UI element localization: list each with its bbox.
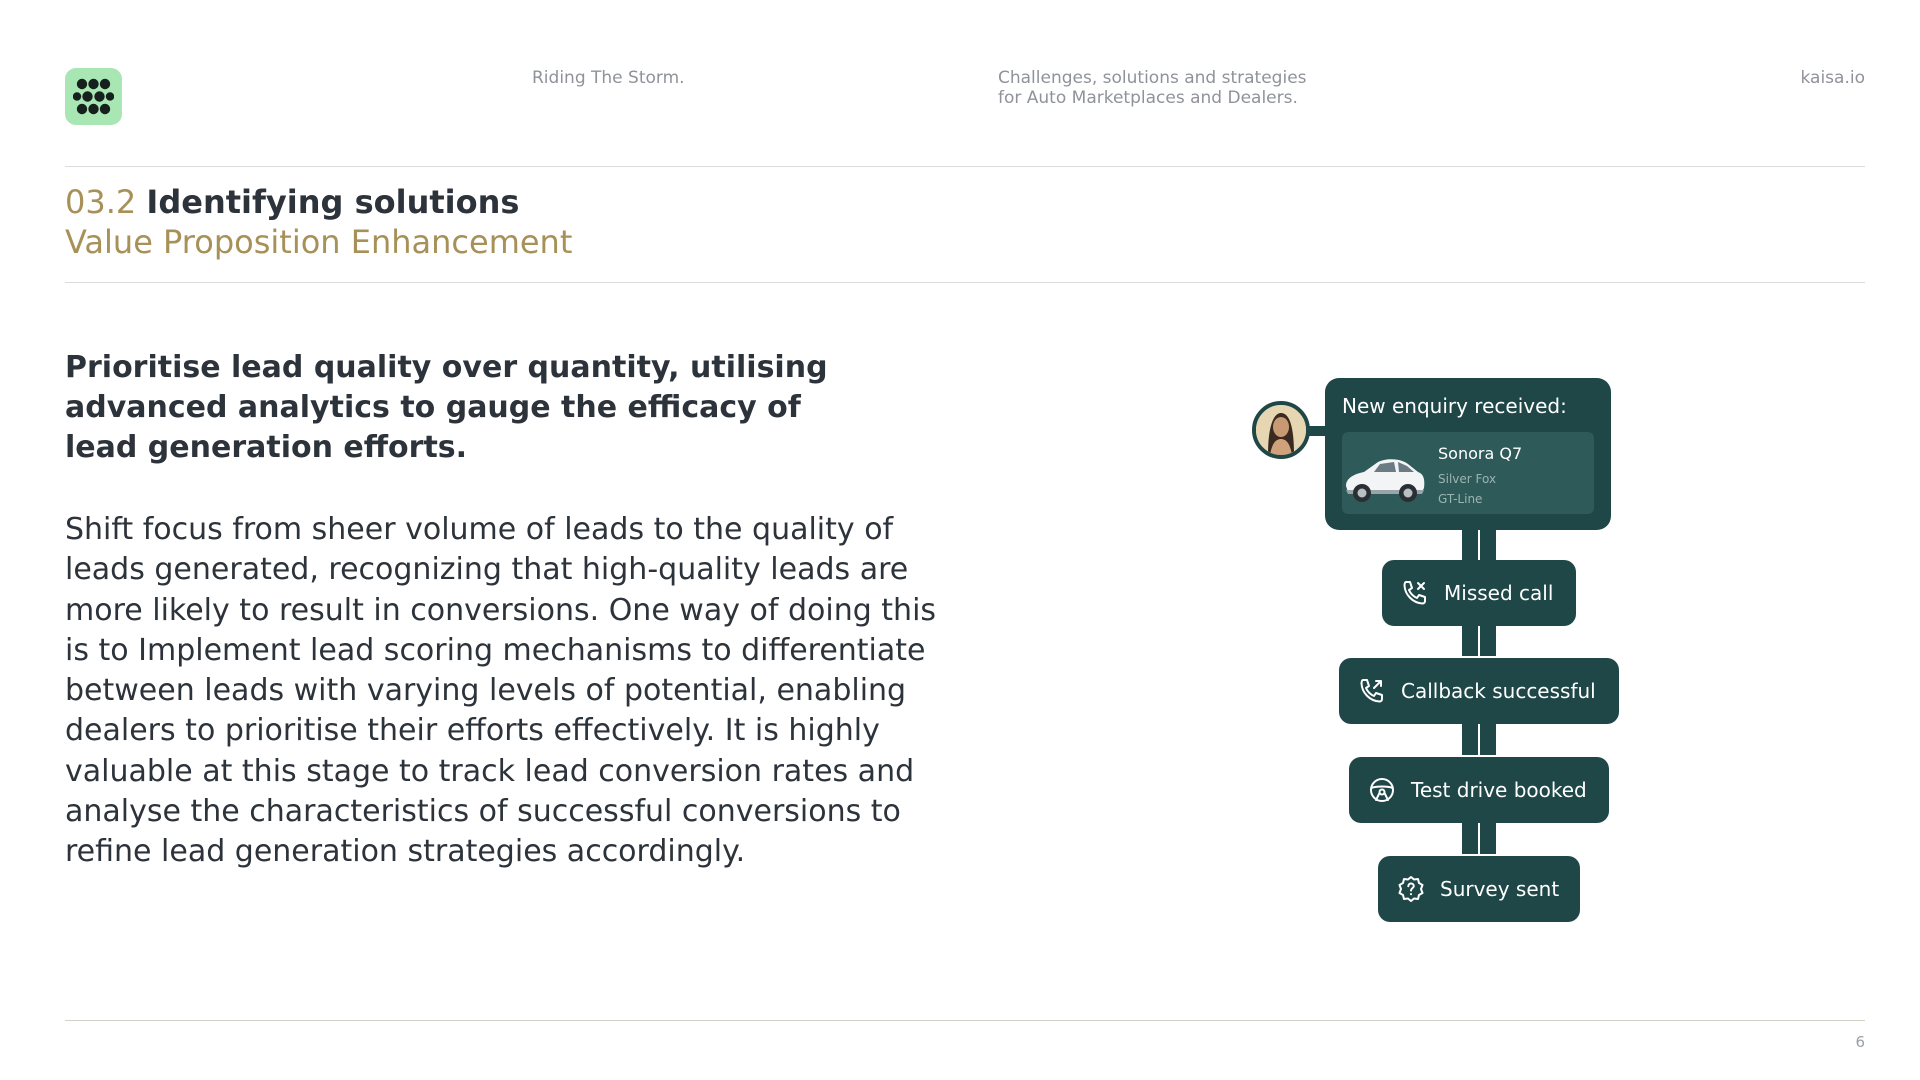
footer-divider bbox=[65, 1020, 1865, 1021]
step-missed-call[interactable] bbox=[1382, 560, 1576, 626]
document-subtitle bbox=[998, 68, 1358, 108]
page-number: 6 bbox=[1855, 1033, 1865, 1051]
section-subtitle: Value Proposition Enhancement bbox=[65, 223, 573, 261]
customer-avatar bbox=[1252, 401, 1310, 459]
step-label: Callback successful bbox=[1401, 679, 1596, 703]
header-divider bbox=[65, 166, 1865, 167]
subtitle-line-2: for Auto Marketplaces and Dealers. bbox=[998, 88, 1298, 108]
connector-left bbox=[1462, 820, 1478, 854]
subtitle-line-1: Challenges, solutions and strategies bbox=[998, 68, 1307, 88]
kaisa-dots-logo-icon bbox=[73, 76, 114, 117]
connector-left bbox=[1462, 721, 1478, 755]
step-callback-successful[interactable] bbox=[1339, 658, 1619, 724]
step-label: Test drive booked bbox=[1411, 778, 1587, 802]
connector-right bbox=[1480, 526, 1496, 560]
connector-left bbox=[1462, 526, 1478, 560]
car-name: Sonora Q7 bbox=[1438, 444, 1523, 463]
enquiry-title: New enquiry received: bbox=[1342, 394, 1567, 418]
white-suv-car-image bbox=[1344, 450, 1426, 506]
step-survey-sent[interactable] bbox=[1378, 856, 1580, 922]
section-divider bbox=[65, 282, 1865, 283]
section-title: Identifying solutions bbox=[146, 183, 520, 221]
steering-wheel-icon bbox=[1367, 775, 1397, 805]
missed-call-icon bbox=[1400, 578, 1430, 608]
customer-avatar-icon bbox=[1256, 405, 1306, 455]
section-number: 03.2 bbox=[65, 183, 137, 221]
car-color: Silver Fox bbox=[1438, 472, 1497, 486]
outgoing-call-icon bbox=[1357, 676, 1387, 706]
body-paragraph: Shift focus from sheer volume of leads to the quality of leads generated, recognizing that high-quality leads are more likely to result in conversions. One way of doing this is to Implement lead scoring mechanisms to differentiate between leads with varying levels of potential, enabling dealers to prioritise their efforts effectively. It is highly valuable at this stage to track lead conversion rates and analyse the characteristics of successful conversions to refine lead generation strategies accordingly. bbox=[65, 512, 937, 870]
document-title: Riding The Storm. bbox=[532, 68, 685, 88]
step-test-drive-booked[interactable] bbox=[1349, 757, 1609, 823]
kaisa-logo bbox=[65, 68, 122, 125]
lead-paragraph: Prioritise lead quality over quantity, utilising advanced analytics to gauge the efficacy of lead generation efforts. bbox=[65, 350, 828, 465]
site-link[interactable]: kaisa.io bbox=[1800, 68, 1865, 88]
car-details-card[interactable] bbox=[1342, 432, 1594, 514]
section-heading bbox=[65, 182, 519, 222]
connector-right bbox=[1480, 622, 1496, 656]
new-enquiry-card[interactable] bbox=[1325, 378, 1611, 530]
car-trim: GT-Line bbox=[1438, 492, 1483, 506]
step-label: Survey sent bbox=[1440, 877, 1560, 901]
connector-right bbox=[1480, 721, 1496, 755]
question-badge-icon bbox=[1396, 874, 1426, 904]
connector-left bbox=[1462, 622, 1478, 656]
step-label: Missed call bbox=[1444, 581, 1554, 605]
connector-right bbox=[1480, 820, 1496, 854]
